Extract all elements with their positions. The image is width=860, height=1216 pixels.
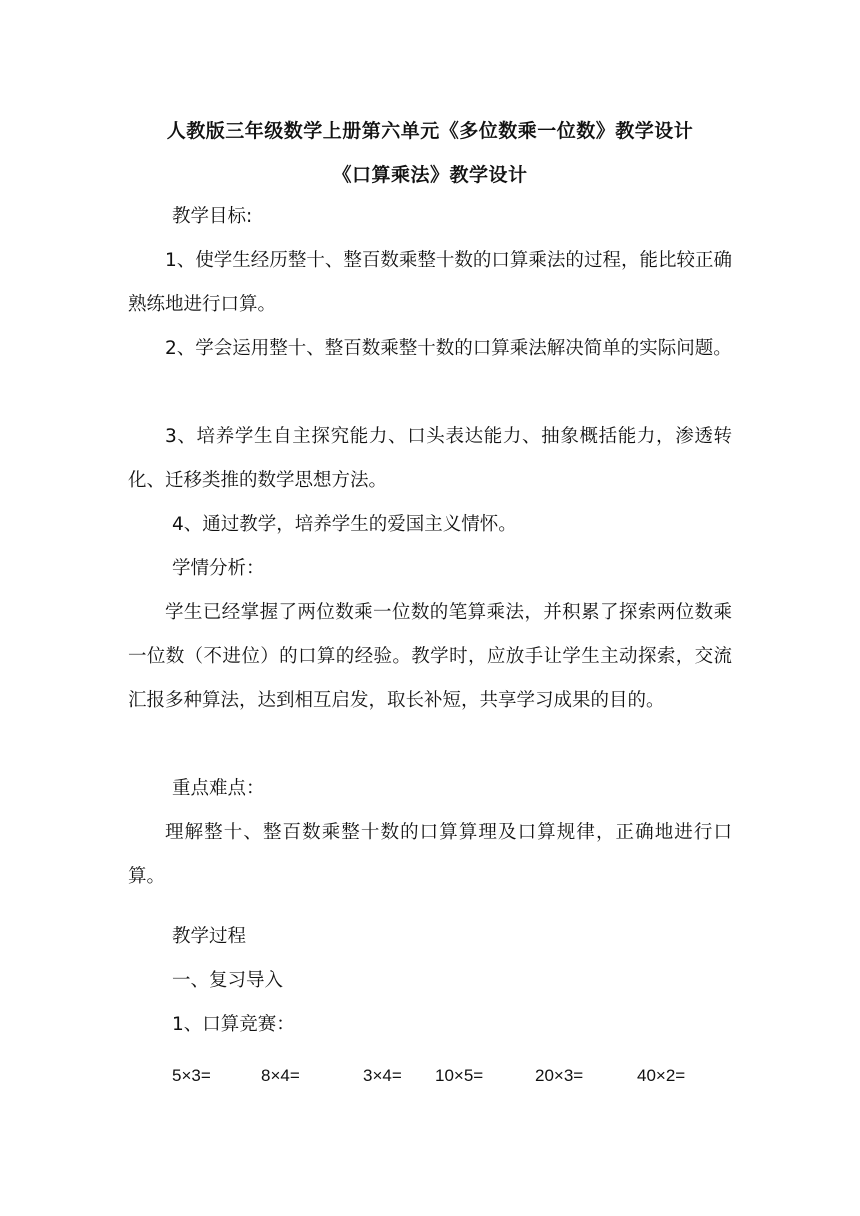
section-heading-goals: 教学目标: bbox=[172, 206, 253, 227]
calculation-item: 8×4= bbox=[261, 1066, 300, 1085]
analysis-paragraph: 学生已经掌握了两位数乘一位数的笔算乘法，并积累了探索两位数乘一位数（不进位）的口算的经验。教学时，应放手让学生主动探索，交流汇报多种算法，达到相互启发，取长补短，共享学习成果的目的。 bbox=[128, 602, 732, 711]
process-step-oral-contest: 1、口算竞赛： bbox=[172, 1014, 295, 1035]
section-heading-key-points: 重点难点： bbox=[172, 778, 265, 799]
document-title: 人教版三年级数学上册第六单元《多位数乘一位数》教学设计 bbox=[166, 120, 694, 142]
goal-paragraph-1: 1、使学生经历整十、整百数乘整十数的口算乘法的过程，能比较正确熟练地进行口算。 bbox=[128, 250, 732, 315]
section-heading-process: 教学过程 bbox=[172, 926, 247, 947]
calculation-item: 3×4= bbox=[363, 1066, 402, 1085]
document-subtitle: 《口算乘法》教学设计 bbox=[332, 164, 528, 186]
calculation-item: 20×3= bbox=[535, 1066, 584, 1085]
key-points-paragraph: 理解整十、整百数乘整十数的口算算理及口算规律，正确地进行口算。 bbox=[128, 822, 732, 887]
goal-paragraph-3: 3、培养学生自主探究能力、口头表达能力、抽象概括能力，渗透转化、迁移类推的数学思想方法。 bbox=[128, 426, 732, 491]
calculation-item: 10×5= bbox=[435, 1066, 484, 1085]
process-step-review: 一、复习导入 bbox=[172, 970, 284, 991]
calculation-row bbox=[0, 1054, 860, 1098]
calculation-item: 5×3= bbox=[172, 1066, 211, 1085]
goal-paragraph-4: 4、通过教学，培养学生的爱国主义情怀。 bbox=[172, 514, 517, 535]
goal-paragraph-2: 2、学会运用整十、整百数乘整十数的口算乘法解决简单的实际问题。 bbox=[165, 338, 732, 359]
section-heading-analysis: 学情分析： bbox=[172, 558, 265, 579]
calculation-item: 40×2= bbox=[637, 1066, 686, 1085]
